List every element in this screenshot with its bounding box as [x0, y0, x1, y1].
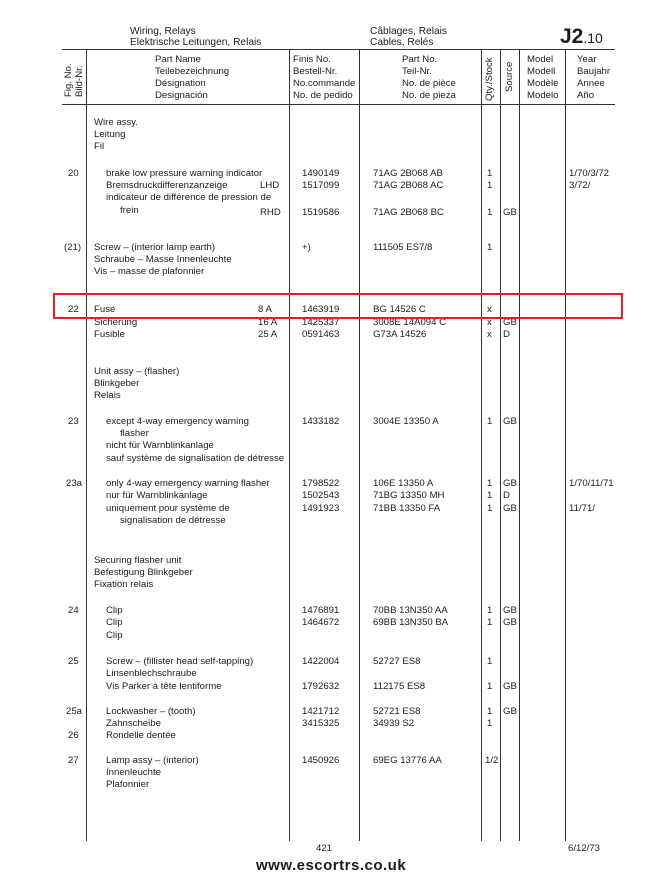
quantity: 1	[487, 681, 493, 692]
part-name: signalisation de détresse	[120, 515, 226, 526]
header-top-rule	[62, 49, 615, 50]
quantity: 1	[487, 416, 493, 427]
source: D	[503, 490, 510, 501]
part-name: nicht für Warnblinkanlage	[106, 440, 214, 451]
highlight-box	[53, 293, 623, 319]
part-number: G73A 14526	[373, 329, 427, 340]
year: 1/70/11/71	[569, 478, 614, 489]
part-number: 52727 ES8	[373, 656, 421, 667]
header-part-name: Teilebezeichnung	[155, 66, 230, 77]
col-divider	[86, 49, 87, 841]
header-model: Modelo	[527, 90, 559, 101]
fig-number: 25	[68, 656, 79, 667]
finis-number: 1421712	[302, 706, 340, 717]
part-name: except 4-way emergency warning	[106, 416, 249, 427]
quantity: 1	[487, 168, 493, 179]
part-name: Vis Parker à tête lentiforme	[106, 681, 222, 692]
header-finis: Finis No.	[293, 54, 331, 65]
section-title-en: Wiring, Relays	[130, 26, 196, 37]
quantity: 1	[487, 490, 493, 501]
part-number: 112175 ES8	[373, 681, 426, 692]
finis-number: 1422004	[302, 656, 340, 667]
finis-number: 1792632	[302, 681, 340, 692]
part-number: 71BG 13350 MH	[373, 490, 445, 501]
year: 11/71/	[569, 503, 595, 514]
header-part-no: No. de pièce	[402, 78, 456, 89]
part-name: sauf système de signalisation de détresse	[106, 453, 285, 464]
page-number: 421	[316, 843, 333, 854]
header-finis: Bestell-Nr.	[293, 66, 338, 77]
source: GB	[503, 478, 517, 489]
part-name: Clip	[106, 630, 123, 641]
part-number: 71AG 2B068 AB	[373, 168, 443, 179]
part-number: 69EG 13776 AA	[373, 755, 442, 766]
source: D	[503, 329, 510, 340]
part-number: BG 14526 C	[373, 304, 426, 315]
header-fig-no: Fig. No.	[63, 63, 74, 97]
finis-number: 1491923	[302, 503, 340, 514]
part-number: 71AG 2B068 AC	[373, 180, 444, 191]
fig-number: 23	[68, 416, 79, 427]
header-bild-nr: Bild-Nr.	[74, 65, 85, 97]
part-name: Screw – (fillister head self-tapping)	[106, 656, 254, 667]
finis-number: +)	[302, 242, 311, 253]
part-name: uniquement pour système de	[106, 503, 230, 514]
part-name: Fusible	[94, 329, 125, 340]
quantity: 1	[487, 605, 493, 616]
finis-number: 1490149	[302, 168, 340, 179]
header-part-name: Part Name	[155, 54, 201, 65]
part-name: Clip	[106, 605, 123, 616]
col-divider	[565, 49, 566, 841]
header-qty: Qty./Stock	[484, 57, 495, 101]
part-name: Fuse	[94, 304, 116, 315]
fig-number: 25a	[66, 706, 83, 717]
fig-number: (21)	[64, 242, 82, 253]
col-divider	[519, 49, 520, 841]
source: GB	[503, 317, 517, 328]
part-name: Linsenblechschraube	[106, 668, 197, 679]
fig-number: 27	[68, 755, 79, 766]
section-title-fr: Câblages, Relais	[370, 26, 448, 37]
part-number: 3008E 14A094 C	[373, 317, 447, 328]
year: 1/70/3/72	[569, 168, 610, 179]
part-name: Bremsdruckdifferenzanzeige	[106, 180, 228, 191]
part-name: Rondelle dentée	[106, 730, 176, 741]
finis-number: 1476891	[302, 605, 340, 616]
fig-number: 26	[68, 730, 79, 741]
quantity: 1	[487, 478, 493, 489]
quantity: 1	[487, 207, 493, 218]
quantity: 1	[487, 706, 493, 717]
col-divider	[359, 49, 360, 841]
header-part-name: Désignation	[155, 78, 206, 89]
header-finis: No. de pedido	[293, 90, 353, 101]
amp-rating: 25 A	[258, 329, 278, 340]
print-date: 6/12/73	[568, 843, 601, 854]
part-number: 52721 ES8	[373, 706, 421, 717]
source: GB	[503, 207, 517, 218]
part-name: Lockwasher – (tooth)	[106, 706, 196, 717]
part-name: flasher	[120, 428, 149, 439]
finis-number: 1798522	[302, 478, 340, 489]
part-name: Plafonnier	[106, 779, 150, 790]
quantity: x	[487, 304, 492, 315]
finis-number: 1433182	[302, 416, 340, 427]
part-name: Fil	[94, 141, 105, 152]
header-year: Year	[577, 54, 597, 65]
lhd-label: LHD	[260, 180, 280, 191]
part-number: 70BB 13N350 AA	[373, 605, 448, 616]
part-name: Schraube – Masse Innenleuchte	[94, 254, 232, 265]
header-model: Modell	[527, 66, 556, 77]
finis-number: 1463919	[302, 304, 340, 315]
part-name: Befestigung Blinkgeber	[94, 567, 193, 578]
quantity: 1/2	[485, 755, 499, 766]
source: GB	[503, 416, 517, 427]
fig-number: 22	[68, 304, 79, 315]
part-name: Wire assy.	[94, 117, 139, 128]
rhd-label: RHD	[260, 207, 281, 218]
quantity: 1	[487, 242, 493, 253]
section-title-es: Cables, Relés	[370, 37, 434, 48]
amp-rating: 16 A	[258, 317, 278, 328]
part-name: Sicherung	[94, 317, 138, 328]
quantity: 1	[487, 503, 493, 514]
website-link[interactable]: www.escortrs.co.uk	[256, 857, 407, 874]
quantity: x	[487, 329, 492, 340]
header-finis: No.commande	[293, 78, 356, 89]
source: GB	[503, 503, 517, 514]
fig-number: 23a	[66, 478, 83, 489]
part-number: 3004E 13350 A	[373, 416, 439, 427]
finis-number: 1502543	[302, 490, 340, 501]
header-model: Model	[527, 54, 554, 65]
col-divider	[289, 49, 290, 841]
part-name: Blinkgeber	[94, 378, 140, 389]
col-divider	[481, 49, 482, 841]
header-year: Baujahr	[577, 66, 611, 77]
part-name: Vis – masse de plafonnier	[94, 266, 205, 277]
finis-number: 1519586	[302, 207, 340, 218]
fig-number: 24	[68, 605, 79, 616]
part-number: 106E 13350 A	[373, 478, 434, 489]
section-code: J2.10	[560, 25, 603, 48]
part-name: Lamp assy – (interior)	[106, 755, 199, 766]
part-name: Relais	[94, 390, 121, 401]
source: GB	[503, 706, 517, 717]
quantity: 1	[487, 617, 493, 628]
source: GB	[503, 617, 517, 628]
part-name: Securing flasher unit	[94, 555, 182, 566]
part-number: 34939 S2	[373, 718, 415, 729]
part-name: Screw – (interior lamp earth)	[94, 242, 216, 253]
header-part-no: Teil-Nr.	[402, 66, 432, 77]
finis-number: 1450926	[302, 755, 340, 766]
part-name: brake low pressure warning indicator	[106, 168, 263, 179]
part-name: Clip	[106, 617, 123, 628]
quantity: 1	[487, 656, 493, 667]
quantity: 1	[487, 718, 493, 729]
part-number: 111505 ES7/8	[373, 242, 433, 253]
part-name: nur für Warnblinkanlage	[106, 490, 208, 501]
quantity: 1	[487, 180, 493, 191]
quantity: x	[487, 317, 492, 328]
part-name: indicateur de différence de pression de	[106, 192, 272, 203]
header-part-no: Part No.	[402, 54, 438, 65]
source: GB	[503, 681, 517, 692]
finis-number: 1517099	[302, 180, 340, 191]
part-number: 71BB 13350 FA	[373, 503, 441, 514]
part-name: only 4-way emergency warning flasher	[106, 478, 270, 489]
part-name: Fixation relais	[94, 579, 154, 590]
finis-number: 1464672	[302, 617, 340, 628]
amp-rating: 8 A	[258, 304, 272, 315]
part-name: Zahnscheibe	[106, 718, 161, 729]
finis-number: 1425337	[302, 317, 340, 328]
part-number: 71AG 2B068 BC	[373, 207, 444, 218]
fig-number: 20	[68, 168, 79, 179]
part-number: 69BB 13N350 BA	[373, 617, 449, 628]
header-year: Año	[577, 90, 595, 101]
header-year: Annee	[577, 78, 605, 89]
header-source: Source	[504, 61, 515, 92]
part-name: Innenleuchte	[106, 767, 161, 778]
part-name: Unit assy – (flasher)	[94, 366, 180, 377]
year: 3/72/	[569, 180, 591, 191]
header-bottom-rule	[62, 104, 615, 105]
section-title-de: Elektrische Leitungen, Relais	[130, 37, 262, 48]
part-name: Leitung	[94, 129, 126, 140]
header-model: Modèle	[527, 78, 559, 89]
finis-number: 0591463	[302, 329, 340, 340]
header-part-name: Designación	[155, 90, 208, 101]
source: GB	[503, 605, 517, 616]
finis-number: 3415325	[302, 718, 340, 729]
part-name: frein	[120, 205, 139, 216]
header-part-no: No. de pieza	[402, 90, 456, 101]
col-divider	[500, 49, 501, 841]
